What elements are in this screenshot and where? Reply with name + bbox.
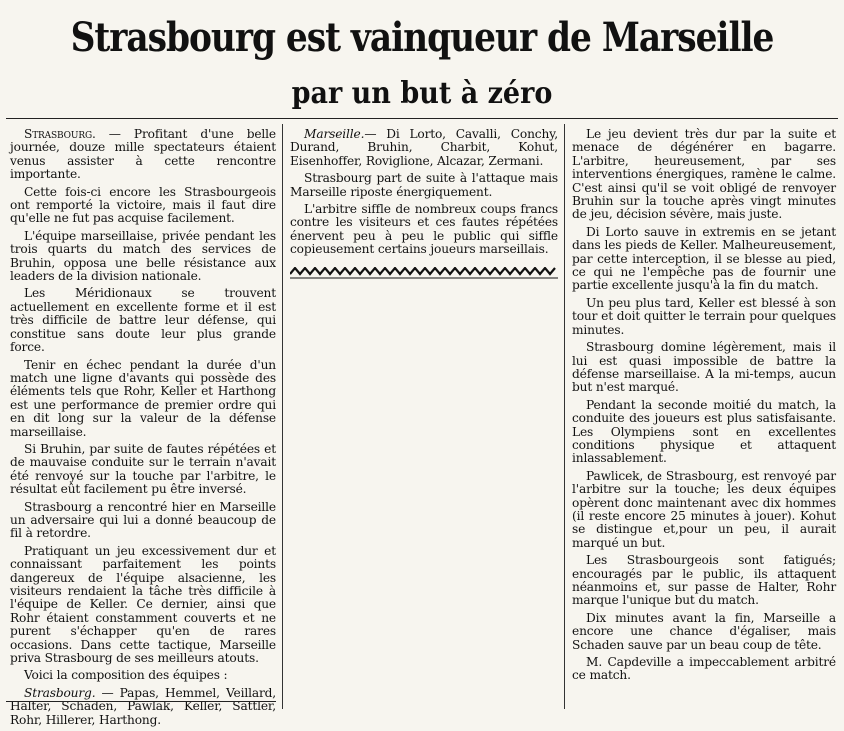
team-lineup — [290, 128, 558, 168]
team-list: — Papas, Hemmel, Veillard, Halter, Schaden, Pawlak, Keller, Sattler, Rohr, Hillerer, Harthong. — [10, 685, 276, 727]
paragraph: Pendant la seconde moitié du match, la conduite des joueurs est plus satisfaisante. Les Olympiens sont en excellentes conditions physique et attaquent inlassablement. — [572, 397, 836, 466]
paragraph: Strasbourg domine légèrement, mais il lui est quasi impossible de battre la défense marseillaise. A la mi-temps, aucun but n'est marqué. — [572, 340, 836, 395]
article-column-2 — [290, 128, 558, 279]
paragraph — [10, 128, 276, 182]
team-lineup — [10, 687, 276, 727]
paragraph: Un peu plus tard, Keller est blessé à son tour et doit quitter le terrain pour quelques minutes. — [572, 295, 836, 337]
paragraph: Cette fois-ci encore les Strasbourgeois ont remporté la victoire, mais il faut dire qu'elle ne fut pas acquise facilement. — [10, 184, 276, 226]
team-label: Strasbourg. — [24, 685, 96, 700]
paragraph: Voici la composition des équipes : — [24, 668, 228, 683]
paragraph: Di Lorto sauve in extremis en se jetant dans les pieds de Keller. Malheureusement, par cette interception, il se blesse au pied, ce qui ne l'empêche pas de fournir une partie excellente jusqu'à la fin du match. — [572, 224, 836, 293]
paragraph: Les Méridionaux se trouvent actuellement en excellente forme et il est très difficile de battre leur défense, qui constitue sans doute leur plus grande force. — [10, 286, 276, 355]
paragraph: Le jeu devient très dur par la suite et menace de dégénérer en bagarre. L'arbitre, heureusement, par ses interventions énergiques, ramène le calme. C'est ainsi qu'il se voit obligé de renvoyer Bruhin sur la touche après vingt minutes de jeu, décision sévère, mais juste. — [572, 127, 836, 222]
dateline: Strasbourg. — [24, 127, 96, 141]
zigzag-separator — [290, 267, 558, 279]
paragraph: Strasbourg a rencontré hier en Marseille un adversaire qui lui a donné beaucoup de fil à retordre. — [10, 499, 276, 541]
column-divider — [282, 124, 283, 709]
team-label: Marseille. — [304, 127, 365, 141]
paragraph: Les Strasbourgeois sont fatigués; encouragés par le public, ils attaquent néanmoins et, sur passe de Halter, Rohr marque l'unique but du match. — [572, 553, 836, 608]
bottom-rule — [6, 701, 276, 702]
paragraph: Strasbourg part de suite à l'attaque mais Marseille riposte énergiquement. — [290, 171, 558, 199]
paragraph: Pratiquant un jeu excessivement dur et connaissant parfaitement les points dangereux de l'équipe alsacienne, les visiteurs rendaient la tâche très difficile à l'équipe de Keller. Ce dernier, ainsi que Rohr étaient constamment couverts et ne purent s'échapper qu'en de rares occasions. Dans cette tactique, Marseille priva Strasbourg de ses meilleurs atouts. — [10, 543, 276, 666]
paragraph: Tenir en échec pendant la durée d'un match une ligne d'avants qui possède des éléments tels que Rohr, Keller et Harthong est une performance de premier ordre qui en dit long sur la valeur de la défense marseillaise. — [10, 357, 276, 439]
paragraph: L'arbitre siffle de nombreux coups francs contre les visiteurs et ces fautes répétées énervent peu à peu le public qui siffle copieusement certains joueurs marseillais. — [290, 202, 558, 257]
column-divider — [564, 124, 565, 709]
paragraph: M. Capdeville a impeccablement arbitré ce match. — [572, 655, 836, 683]
headline: Strasbourg est vainqueur de Marseille — [70, 14, 774, 61]
subheadline: par un but à zéro — [291, 76, 553, 111]
article-column-3 — [572, 128, 836, 687]
paragraph-text: — Profitant d'une belle journée, douze mille spectateurs étaient venus assister à cette rencontre importante. — [10, 127, 276, 182]
team-list: — Di Lorto, Cavalli, Conchy, Durand, Bruhin, Charbit, Kohut, Eisenhoffer, Roviglione, Alcazar, Zermani. — [290, 127, 558, 168]
paragraph: Si Bruhin, par suite de fautes répétées et de mauvaise conduite sur le terrain n'avait été renvoyé sur la touche par l'arbitre, le résultat eût facilement pu être inversé. — [10, 441, 276, 497]
top-rule — [6, 118, 838, 119]
paragraph: Pawlicek, de Strasbourg, est renvoyé par l'arbitre sur la touche; les deux équipes opèrent donc maintenant avec dix hommes (il reste encore 25 minutes à jouer). Kohut se distingue et,pour un peu, il aurait marqué un but. — [572, 468, 836, 550]
paragraph: L'équipe marseillaise, privée pendant les trois quarts du match des services de Bruhin, opposa une belle résistance aux leaders de la division nationale. — [10, 228, 276, 284]
paragraph: Dix minutes avant la fin, Marseille a encore une chance d'égaliser, mais Schaden sauve par un beau coup de tête. — [572, 610, 836, 652]
article-column-1 — [10, 128, 276, 731]
